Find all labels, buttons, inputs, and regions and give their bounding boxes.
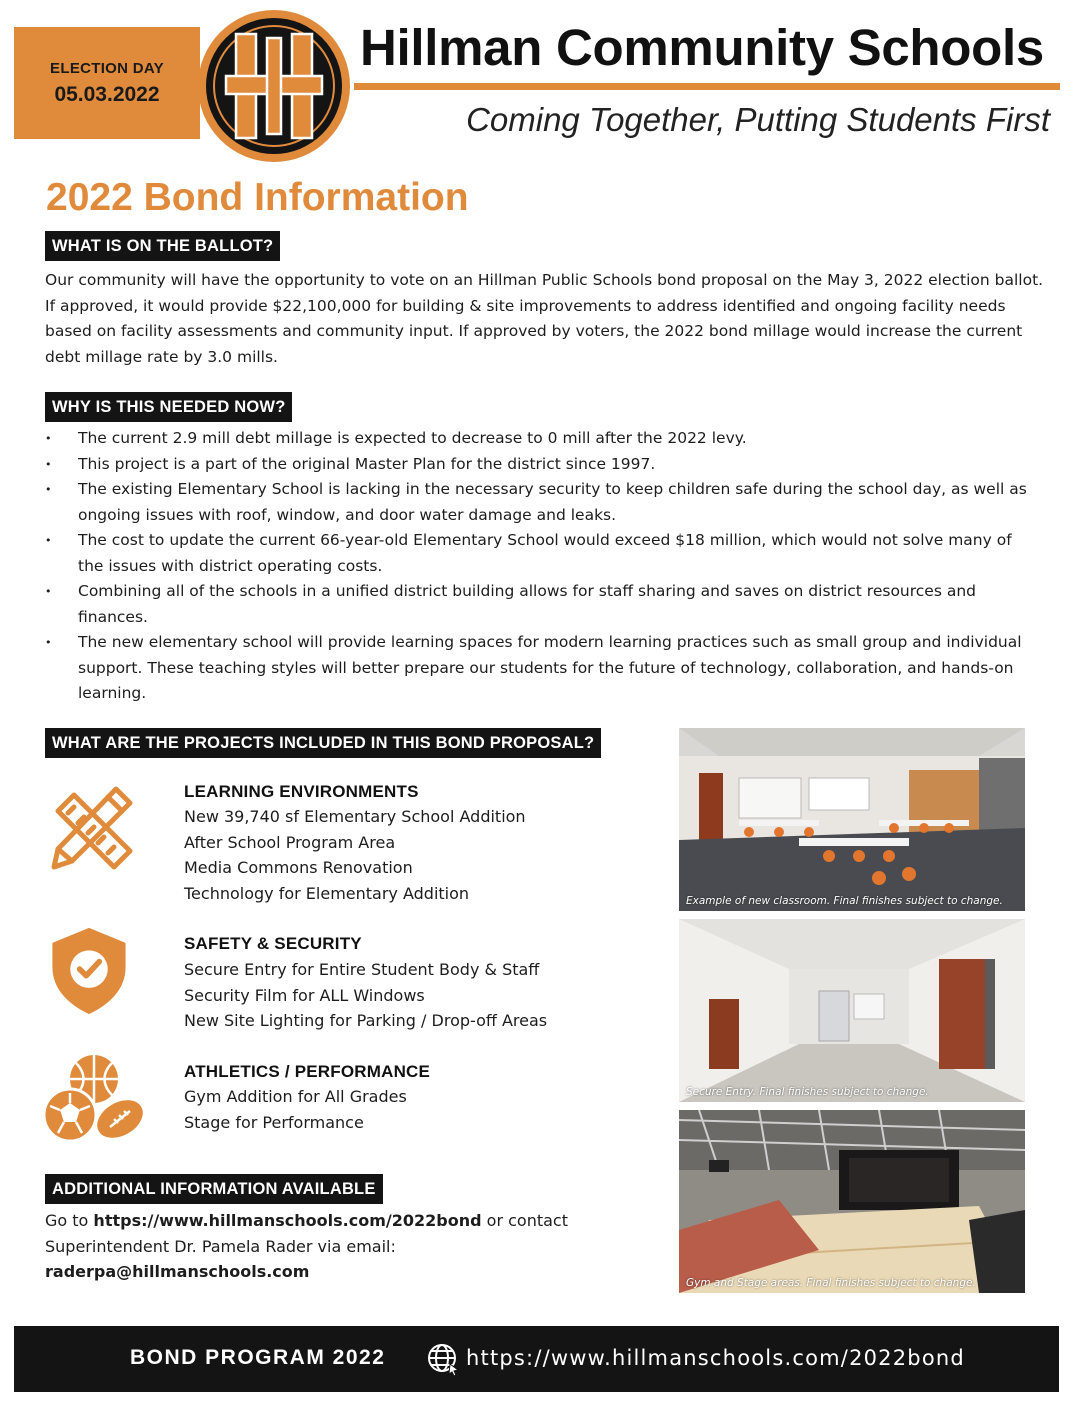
election-day-box [14, 27, 200, 139]
photo-caption: Example of new classroom. Final finishes subject to change. [686, 895, 1003, 907]
category-item: New Site Lighting for Parking / Drop-off Areas [184, 1011, 548, 1031]
ballot-text: Our community will have the opportunity to vote on an Hillman Public Schools bond proposal on the May 3, 2022 election ballot. If approved, it would provide $22,100,000 for building & site improvements to address identified and ongoing facility needs based on facility assessments and community input. If approved by voters, the 2022 bond millage would increase the current debt millage rate by 3.0 mills. [45, 271, 1044, 366]
school-name: Hillman Community Schools [360, 19, 1044, 76]
category-title: LEARNING ENVIRONMENTS [184, 782, 419, 801]
tagline: Coming Together, Putting Students First [466, 101, 1050, 138]
sports-balls-icon [42, 1053, 146, 1143]
hillman-h-logo [196, 8, 352, 164]
why-list [45, 426, 1040, 707]
footer-url[interactable]: https://www.hillmanschools.com/2022bond [466, 1346, 965, 1370]
category-items [184, 957, 547, 1034]
page-title: 2022 Bond Information [46, 176, 469, 219]
election-date: 05.03.2022 [54, 82, 160, 106]
category-item: After School Program Area [184, 832, 396, 852]
classroom-rendering [679, 728, 1025, 911]
projects-heading: WHAT ARE THE PROJECTS INCLUDED IN THIS BOND PROPOSAL? [45, 728, 601, 758]
gym-stage-rendering [679, 1110, 1025, 1293]
additional-prefix: Go to [45, 1211, 94, 1230]
email-link[interactable]: raderpa@hillmanschools.com [45, 1262, 310, 1281]
category-item: Secure Entry for Entire Student Body & Staff [184, 960, 540, 979]
category-item: Media Commons Renovation [184, 858, 413, 878]
additional-middle: or contact Superintendent Dr. Pamela Rader via email: [45, 1211, 568, 1256]
category-items [184, 1084, 407, 1135]
shield-check-icon [44, 926, 134, 1016]
bond-website-link[interactable]: https://www.hillmanschools.com/2022bond [93, 1211, 482, 1230]
category-title: SAFETY & SECURITY [184, 934, 362, 953]
election-day-label: ELECTION DAY [50, 59, 164, 77]
additional-text [45, 1208, 585, 1285]
why-heading: WHY IS THIS NEEDED NOW? [45, 392, 292, 422]
additional-heading: ADDITIONAL INFORMATION AVAILABLE [45, 1174, 383, 1204]
why-item: • The existing Elementary School is lacking in the necessary security to keep children safe during the school day, as well as ongoing issues with roof, window, and door water damage and leaks. [45, 477, 1040, 528]
category-title: ATHLETICS / PERFORMANCE [184, 1062, 431, 1081]
why-item: • The cost to update the current 66-year-old Elementary School would exceed $18 million, which would not solve many of the issues with district operating costs. [45, 528, 1040, 579]
footer-label: BOND PROGRAM 2022 [130, 1346, 386, 1369]
footer-bar [14, 1326, 1059, 1392]
secure-entry-rendering [679, 919, 1025, 1102]
why-item: • This project is a part of the original Master Plan for the district since 1997. [45, 452, 1040, 478]
globe-icon [426, 1342, 460, 1376]
header-rule [354, 83, 1060, 90]
photo-caption: Secure Entry. Final finishes subject to change. [686, 1086, 929, 1098]
ballot-heading: WHAT IS ON THE BALLOT? [45, 231, 280, 261]
category-item: Gym Addition for All Grades [184, 1087, 407, 1106]
category-item: New 39,740 sf Elementary School Addition [184, 807, 526, 826]
photo-caption: Gym and Stage areas. Final finishes subject to change. [686, 1277, 976, 1289]
pencil-ruler-icon [46, 783, 136, 873]
category-item: Technology for Elementary Addition [184, 883, 470, 903]
why-item: • Combining all of the schools in a unified district building allows for staff sharing and saves on district resources and finances. [45, 579, 1040, 630]
category-items [184, 804, 526, 906]
category-item: Security Film for ALL Windows [184, 985, 425, 1005]
why-item: • The current 2.9 mill debt millage is expected to decrease to 0 mill after the 2022 levy. [45, 426, 1040, 452]
why-item: • The new elementary school will provide learning spaces for modern learning practices such as small group and individual support. These teaching styles will better prepare our students for the future of technology, collaboration, and hands-on learning. [45, 630, 1040, 707]
category-item: Stage for Performance [184, 1112, 364, 1132]
